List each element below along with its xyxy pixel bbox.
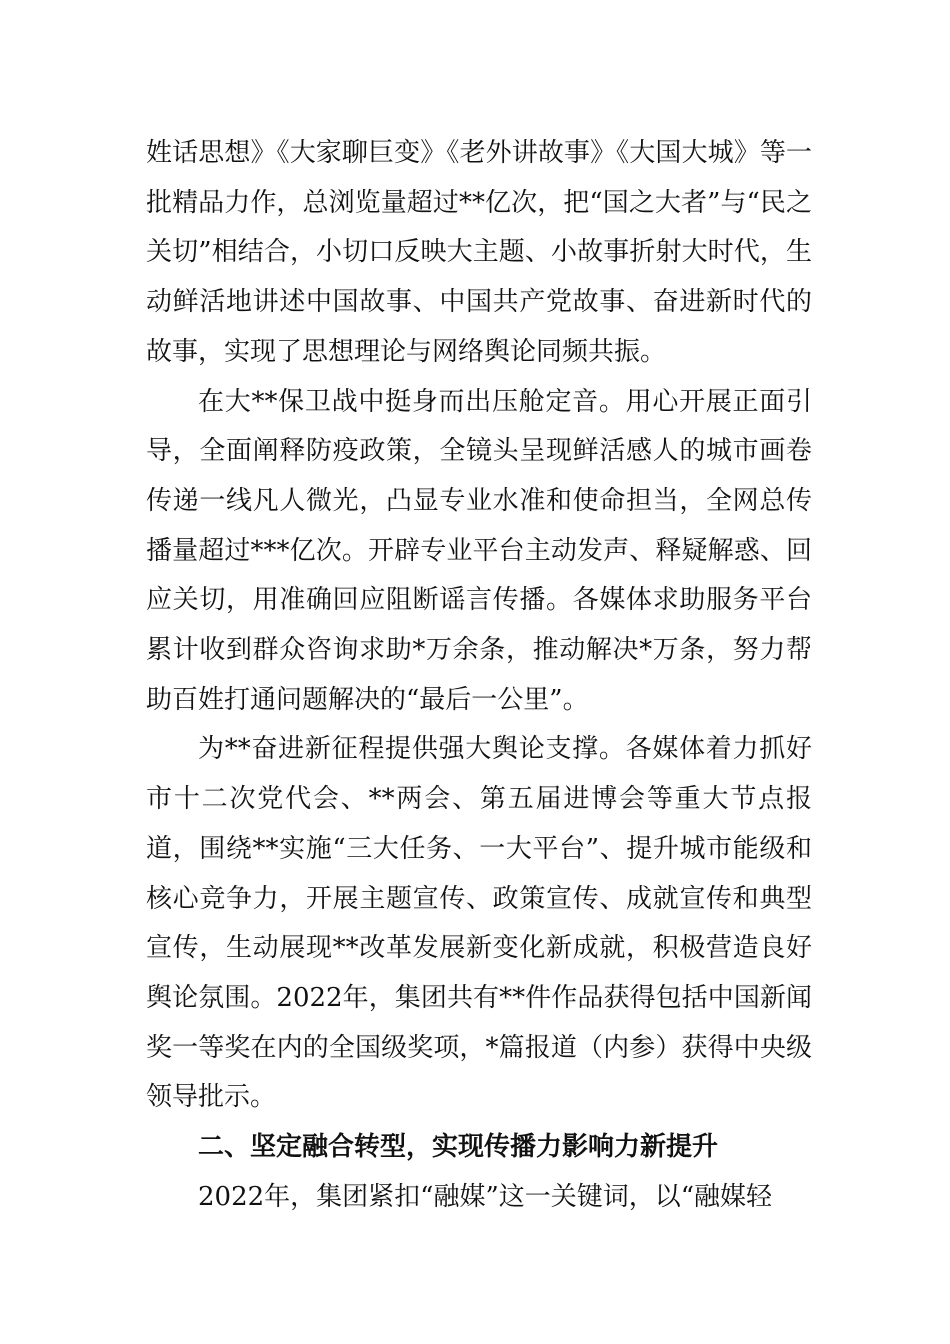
paragraph-media-convergence: 2022年，集团紧扣“融媒”这一关键词，以“融媒轻 (198, 1181, 773, 1212)
paragraph-continuation: 姓话思想》《大家聊巨变》《老外讲故事》《大国大城》等一批精品力作，总浏览量超过**亿次，把“国之大者”与“民之关切”相结合，小切口反映大主题、小故事折射大时代，生动鲜活地讲述中国故事、中国共产党故事、奋进新时代的故事，实现了思想理论与网络舆论同频共振。 (146, 138, 812, 367)
paragraph-epidemic: 在大**保卫战中挺身而出压舱定音。用心开展正面引导，全面阐释防疫政策，全镜头呈现鲜活感人的城市画卷传递一线凡人微光，凸显专业水准和使命担当，全网总传播量超过***亿次。开辟专业平台主动发声、释疑解惑、回应关切，用准确回应阻断谣言传播。各媒体求助服务平台累计收到群众咨询求助*万余条，推动解决*万条，努力帮助百姓打通问题解决的“最后一公里”。 (146, 386, 812, 715)
section-heading: 二、坚定融合转型，实现传播力影响力新提升 (198, 1132, 719, 1163)
paragraph-public-opinion: 为**奋进新征程提供强大舆论支撑。各媒体着力抓好市十二次党代会、**两会、第五届进博会等重大节点报道，围绕**实施“三大任务、一大平台”、提升城市能级和核心竞争力，开展主题宣传、政策宣传、成就宣传和典型宣传，生动展现**改革发展新变化新成就，积极营造良好舆论氛围。2022年，集团共有**件作品获得包括中国新闻奖一等奖在内的全国级奖项，*篇报道（内参）获得中央级领导批示。 (146, 734, 812, 1113)
document-body (146, 129, 812, 1222)
